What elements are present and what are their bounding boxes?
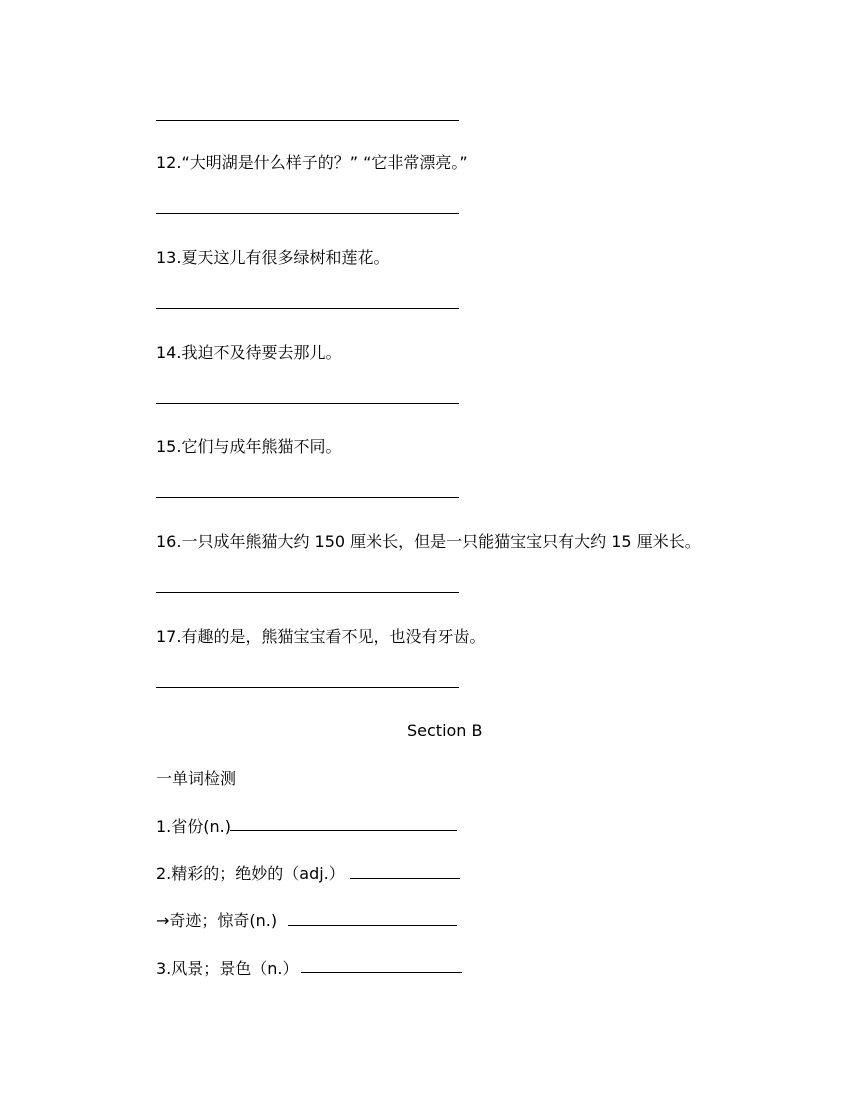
answer-line[interactable] <box>156 120 459 121</box>
answer-line-16[interactable] <box>156 592 459 593</box>
answer-line-14[interactable] <box>156 403 459 404</box>
vocab-answer-line-2[interactable] <box>350 878 460 879</box>
section-title: Section B <box>407 721 483 740</box>
vocab-answer-line-1[interactable] <box>230 830 457 831</box>
vocab-answer-line-3[interactable] <box>301 972 462 973</box>
answer-line-13[interactable] <box>156 308 459 309</box>
vocab-answer-line-2-derived[interactable] <box>288 925 457 926</box>
exercise-13: 13.夏天这儿有很多绿树和莲花。 <box>156 248 390 267</box>
exercise-14: 14.我迫不及待要去那儿。 <box>156 343 342 362</box>
answer-line-12[interactable] <box>156 213 459 214</box>
vocab-item-3: 3.风景；景色（n.） <box>156 959 299 978</box>
exercise-15: 15.它们与成年熊猫不同。 <box>156 437 342 456</box>
answer-line-15[interactable] <box>156 497 459 498</box>
exercise-12: 12.“大明湖是什么样子的？” “它非常漂亮。” <box>156 153 468 172</box>
exercise-16: 16.一只成年熊猫大约 150 厘米长，但是一只能猫宝宝只有大约 15 厘米长。 <box>156 532 701 551</box>
vocab-item-2: 2.精彩的；绝妙的（adj.） <box>156 864 345 883</box>
section-subheading: 一单词检测 <box>156 769 237 788</box>
vocab-item-2-derived: →奇迹；惊奇(n.) <box>156 911 278 930</box>
answer-line-17[interactable] <box>156 687 459 688</box>
vocab-item-1: 1.省份(n.) <box>156 817 231 836</box>
exercise-17: 17.有趣的是，熊猫宝宝看不见，也没有牙齿。 <box>156 627 486 646</box>
